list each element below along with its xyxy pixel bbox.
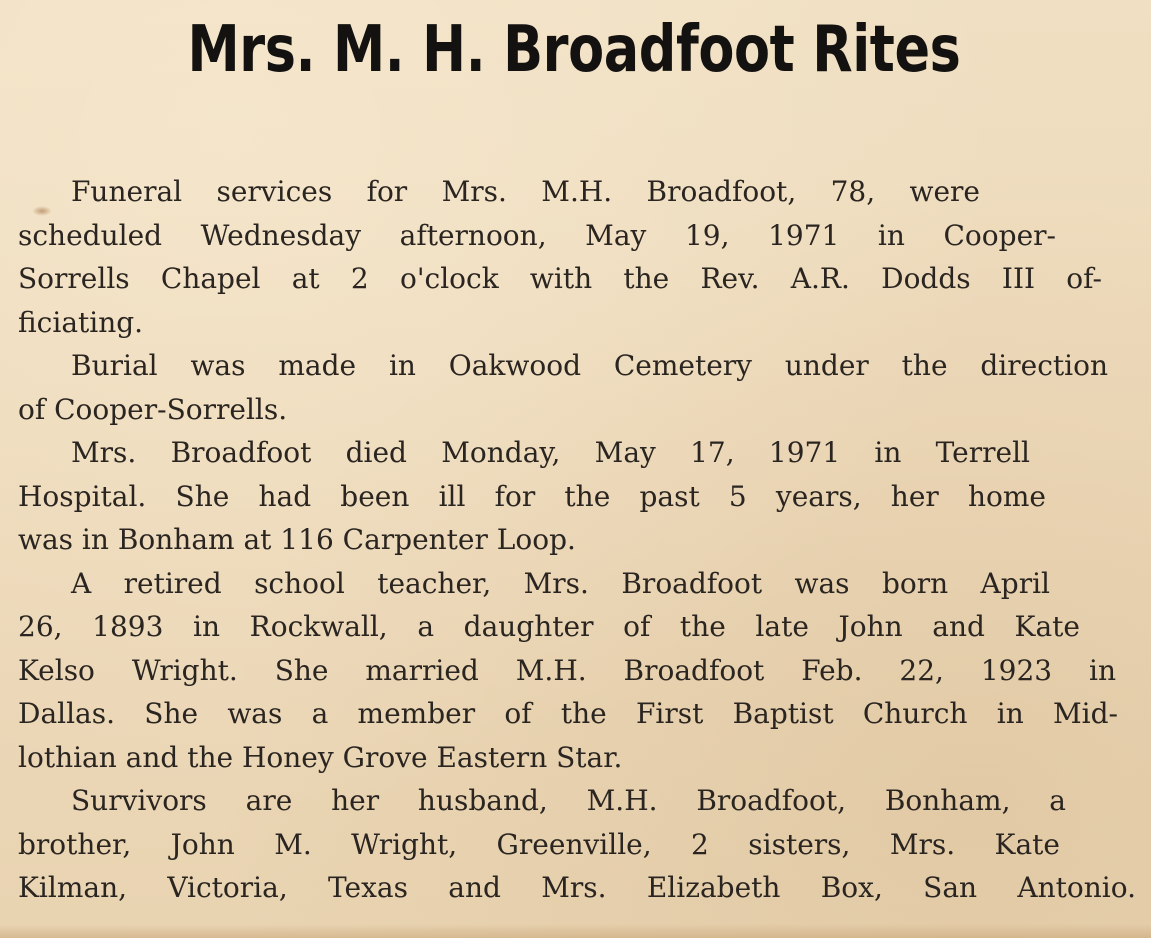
- article-line: Funeral services for Mrs. M.H. Broadfoot, 78, were: [71, 175, 980, 208]
- article-line: brother, John M. Wright, Greenville, 2 sisters, Mrs. Kate: [18, 827, 1060, 861]
- article-line: Burial was made in Oakwood Cemetery under the direction: [71, 349, 1108, 382]
- article-line: Mrs. Broadfoot died Monday, May 17, 1971 in Terrell: [71, 436, 1030, 469]
- article-line: Survivors are her husband, M.H. Broadfoot, Bonham, a: [71, 784, 1066, 817]
- article-line: ficiating.: [18, 305, 144, 339]
- article-line: scheduled Wednesday afternoon, May 19, 1971 in Cooper-: [18, 218, 1056, 252]
- article-line: lothian and the Honey Grove Eastern Star.: [18, 740, 623, 774]
- clipping-bottom-edge: [0, 924, 1151, 938]
- article-line: was in Bonham at 116 Carpenter Loop.: [18, 523, 576, 556]
- article-body: [18, 170, 1136, 910]
- article-line: Kilman, Victoria, Texas and Mrs. Elizabeth Box, San Antonio.: [18, 871, 1136, 904]
- article-line: 26, 1893 in Rockwall, a daughter of the late John and Kate: [18, 610, 1080, 643]
- headline: Mrs. M. H. Broadfoot Rites: [187, 13, 961, 87]
- article-line: of Cooper-Sorrells.: [18, 392, 288, 426]
- article-line: Sorrells Chapel at 2 o'clock with the Rev. A.R. Dodds III of-: [18, 262, 1102, 295]
- article-line: Hospital. She had been ill for the past 5 years, her home: [18, 479, 1046, 513]
- article-line: A retired school teacher, Mrs. Broadfoot was born April: [71, 566, 1050, 600]
- article-line: Dallas. She was a member of the First Baptist Church in Mid-: [18, 697, 1118, 730]
- article-line: Kelso Wright. She married M.H. Broadfoot Feb. 22, 1923 in: [18, 653, 1116, 687]
